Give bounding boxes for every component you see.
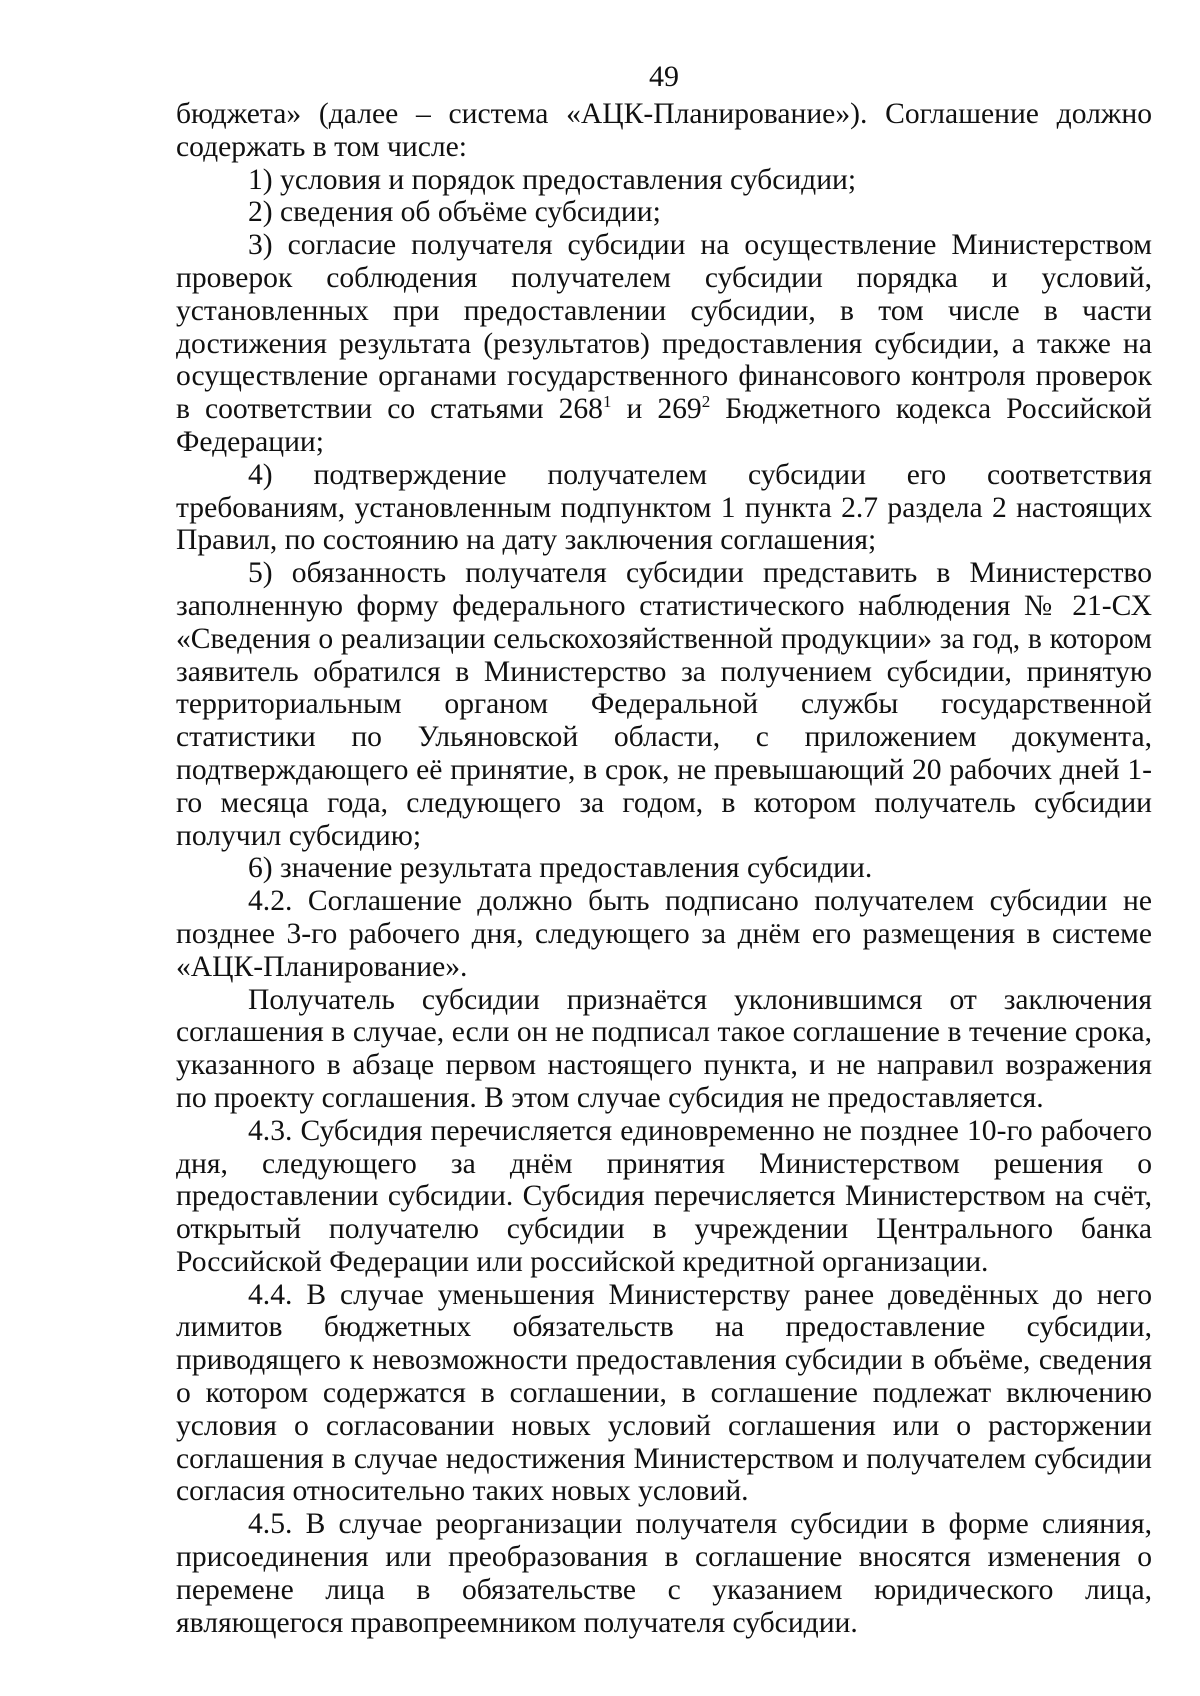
document-body [176, 98, 1152, 1639]
paragraph-item-3 [176, 229, 1152, 459]
paragraph-4-4: 4.4. В случае уменьшения Министерству ранее доведённых до него лимитов бюджетных обязательств на предоставление субсидии, приводящего к невозможности предоставления субсидии в объёме, сведения о котором содержатся в соглашении, в соглашение подлежат включению условия о согласовании новых условий соглашения или о расторжении соглашения в случае недостижения Министерством и получателем субсидии согласия относительно таких новых условий. [176, 1278, 1152, 1508]
superscript-2: 2 [701, 392, 711, 412]
paragraph-4-3: 4.3. Субсидия перечисляется единовременно не позднее 10-го рабочего дня, следующего за днём принятия Министерством решения о предоставлении субсидии. Субсидия перечисляется Министерством на счёт, открытый получателю субсидии в учреждении Центрального банка Российской Федерации или российской кредитной организации. [176, 1114, 1152, 1278]
paragraph-item-5: 5) обязанность получателя субсидии представить в Министерство заполненную форму федерального статистического наблюдения № 21-СХ «Сведения о реализации сельскохозяйственной продукции» за год, в котором заявитель обратился в Министерство за получением субсидии, принятую территориальным органом Федеральной службы государственной статистики по Ульяновской области, с приложением документа, подтверждающего её принятие, в срок, не превышающий 20 рабочих дней 1-го месяца года, следующего за годом, в котором получатель субсидии получил субсидию; [176, 557, 1152, 852]
paragraph-item-3-text: 3) согласие получателя субсидии на осуществление Министерством проверок соблюдения получателем субсидии порядка и условий, установленных при предоставлении субсидии, в том числе в части достижения результата (результатов) предоставления субсидии, а также на осуществление органами государственного финансового контроля проверок в соответствии со статьями 268 [176, 229, 1152, 426]
paragraph-4-2: 4.2. Соглашение должно быть подписано получателем субсидии не позднее 3-го рабочего дня, следующего за днём его размещения в системе «АЦК-Планирование». [176, 885, 1152, 983]
paragraph-item-3-after: Бюджетного кодекса Российской Федерации; [176, 393, 1153, 458]
paragraph-4-5: 4.5. В случае реорганизации получателя субсидии в форме слияния, присоединения или преобразования в соглашение вносятся изменения о перемене лица в обязательстве с указанием юридического лица, являющегося правопреемником получателя субсидии. [176, 1508, 1152, 1639]
paragraph-item-6: 6) значение результата предоставления субсидии. [248, 852, 873, 885]
paragraph-item-1: 1) условия и порядок предоставления субсидии; [248, 163, 857, 196]
document-page [176, 60, 1152, 1639]
paragraph-item-2: 2) сведения об объёме субсидии; [248, 196, 661, 229]
paragraph-continuation: бюджета» (далее – система «АЦК-Планирование»). Соглашение должно содержать в том числе: [176, 98, 1152, 163]
paragraph-item-3-between: и 269 [611, 393, 702, 426]
page-number: 49 [649, 60, 679, 93]
paragraph-4-2-evasion: Получатель субсидии признаётся уклонившимся от заключения соглашения в случае, если он не подписал такое соглашение в течение срока, указанного в абзаце первом настоящего пункта, и не направил возражения по проекту соглашения. В этом случае субсидия не предоставляется. [176, 983, 1152, 1114]
paragraph-item-4: 4) подтверждение получателем субсидии его соответствия требованиям, установленным подпунктом 1 пункта 2.7 раздела 2 настоящих Правил, по состоянию на дату заключения соглашения; [176, 458, 1152, 557]
superscript-1: 1 [602, 392, 612, 412]
